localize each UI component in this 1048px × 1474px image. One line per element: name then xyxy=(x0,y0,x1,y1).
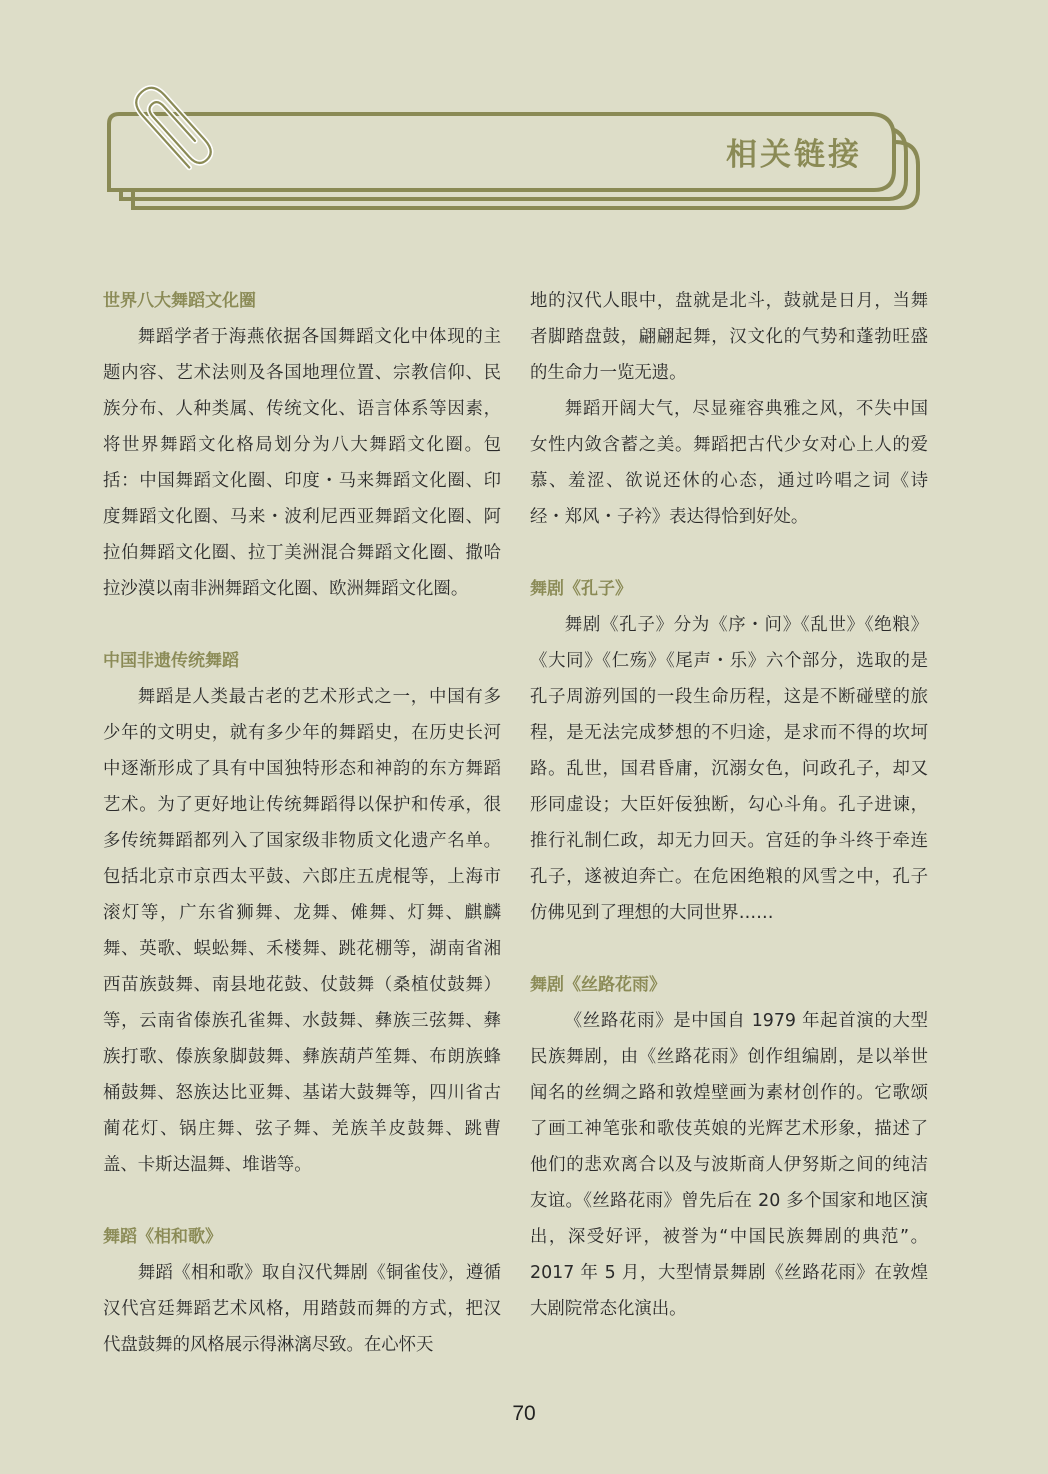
heading-dance-culture-circles: 世界八大舞蹈文化圈 xyxy=(103,291,256,311)
right-column xyxy=(530,283,928,1327)
paragraph-xianghe-ge-style: 舞蹈开阔大气，尽显雍容典雅之风，不失中国女性内敛含蓄之美。舞蹈把古代少女对心上人的爱慕、羞涩、欲说还休的心态，通过吟唱之词《诗经・郑风・子衿》表达得恰到好处。 xyxy=(530,399,928,527)
left-column xyxy=(103,283,501,1363)
heading-xianghe-ge: 舞蹈《相和歌》 xyxy=(103,1227,222,1247)
paragraph-confucius: 舞剧《孔子》分为《序・问》《乱世》《绝粮》《大同》《仁殇》《尾声・乐》六个部分，选取的是孔子周游列国的一段生命历程，这是不断碰壁的旅程，是无法完成梦想的不归途，是求而不得的坎坷路。乱世，国君昏庸，沉溺女色，问政孔子，却又形同虚设；大臣奸佞独断，勾心斗角。孔子进谏，推行礼制仁政，却无力回天。宫廷的争斗终于牵连孔子，遂被迫奔亡。在危困绝粮的风雪之中，孔子仿佛见到了理想的大同世界…… xyxy=(530,615,928,923)
paragraph-dance-culture-circles: 舞蹈学者于海燕依据各国舞蹈文化中体现的主题内容、艺术法则及各国地理位置、宗教信仰、民族分布、人种类属、传统文化、语言体系等因素，将世界舞蹈文化格局划分为八大舞蹈文化圈。包括：中国舞蹈文化圈、印度・马来舞蹈文化圈、印度舞蹈文化圈、马来・波利尼西亚舞蹈文化圈、阿拉伯舞蹈文化圈、拉丁美洲混合舞蹈文化圈、撒哈拉沙漠以南非洲舞蹈文化圈、欧洲舞蹈文化圈。 xyxy=(103,327,501,599)
paragraph-silk-road-flower-rain: 《丝路花雨》是中国自 1979 年起首演的大型民族舞剧，由《丝路花雨》创作组编剧，是以举世闻名的丝绸之路和敦煌壁画为素材创作的。它歌颂了画工神笔张和歌伎英娘的光辉艺术形象，描述了他们的悲欢离合以及与波斯商人伊努斯之间的纯洁友谊。《丝路花雨》曾先后在 20 多个国家和地区演出，深受好评，被誉为“中国民族舞剧的典范”。2017 年 5 月，大型情景舞剧《丝路花雨》在敦煌大剧院常态化演出。 xyxy=(530,1011,928,1319)
paperclip-icon xyxy=(118,72,228,182)
section-header xyxy=(0,0,1048,230)
paragraph-xianghe-ge: 舞蹈《相和歌》取自汉代舞剧《铜雀伎》，遵循汉代宫廷舞蹈艺术风格，用踏鼓而舞的方式，把汉代盘鼓舞的风格展示得淋漓尽致。在心怀天 xyxy=(103,1263,501,1355)
section-title: 相关链接 xyxy=(726,137,862,173)
heading-confucius: 舞剧《孔子》 xyxy=(530,579,632,599)
page-number: 70 xyxy=(512,1402,536,1425)
paragraph-intangible-heritage-dance: 舞蹈是人类最古老的艺术形式之一，中国有多少年的文明史，就有多少年的舞蹈史，在历史长河中逐渐形成了具有中国独特形态和神韵的东方舞蹈艺术。为了更好地让传统舞蹈得以保护和传承，很多传统舞蹈都列入了国家级非物质文化遗产名单。包括北京市京西太平鼓、六郎庄五虎棍等，上海市滚灯等，广东省狮舞、龙舞、傩舞、灯舞、麒麟舞、英歌、蜈蚣舞、禾楼舞、跳花棚等，湖南省湘西苗族鼓舞、南县地花鼓、仗鼓舞（桑植仗鼓舞）等，云南省傣族孔雀舞、水鼓舞、彝族三弦舞、彝族打歌、傣族象脚鼓舞、彝族葫芦笙舞、布朗族蜂桶鼓舞、怒族达比亚舞、基诺大鼓舞等，四川省古蔺花灯、锅庄舞、弦子舞、羌族羊皮鼓舞、跳曹盖、卡斯达温舞、堆谐等。 xyxy=(103,687,501,1175)
heading-silk-road-flower-rain: 舞剧《丝路花雨》 xyxy=(530,975,666,995)
heading-intangible-heritage-dance: 中国非遗传统舞蹈 xyxy=(103,651,239,671)
paragraph-xianghe-ge-continued: 地的汉代人眼中，盘就是北斗，鼓就是日月，当舞者脚踏盘鼓，翩翩起舞，汉文化的气势和蓬勃旺盛的生命力一览无遗。 xyxy=(530,291,928,383)
